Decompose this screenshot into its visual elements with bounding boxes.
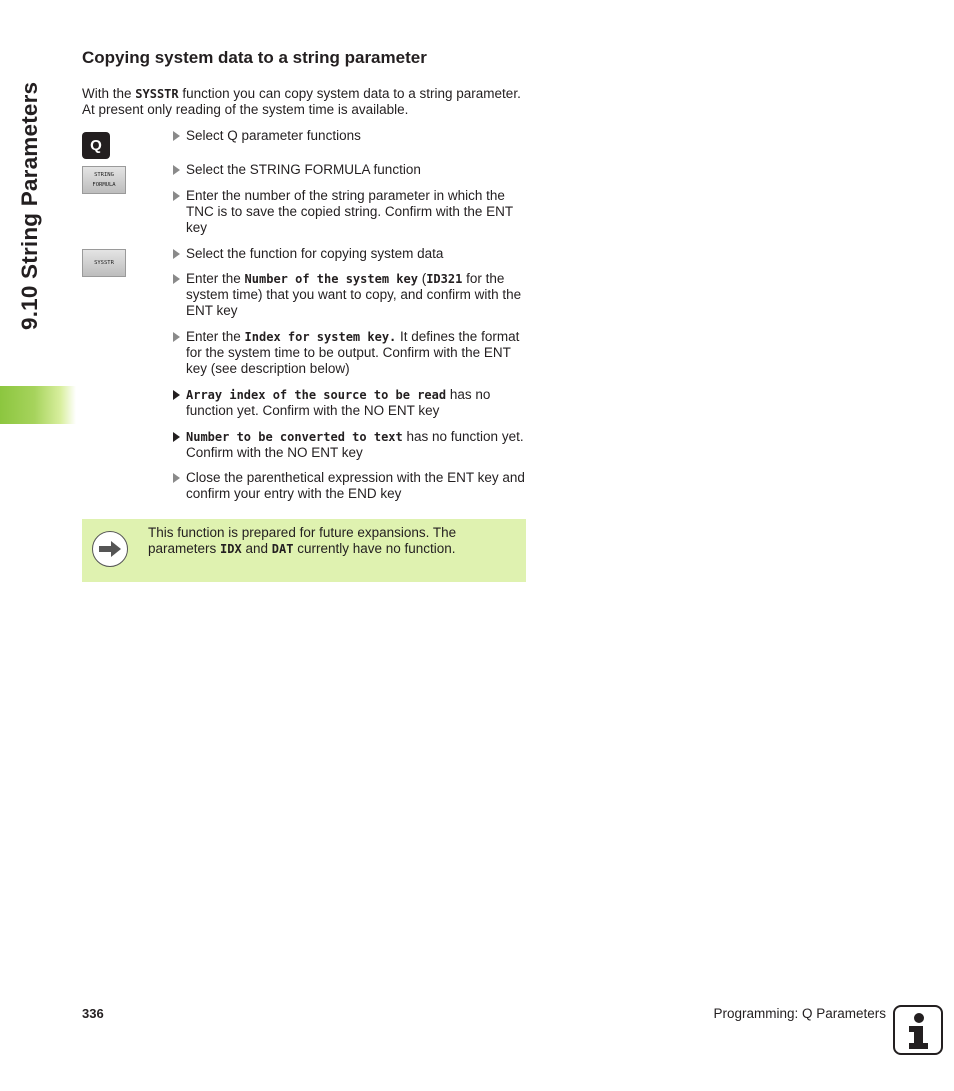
step-item bbox=[172, 429, 528, 461]
step-code: Number of the system key bbox=[244, 272, 418, 286]
step-suffix: has no function yet. Confirm with the NO ENT key bbox=[186, 387, 491, 418]
softkey-label-line2: FORMULA bbox=[92, 182, 116, 188]
step-code: Index for system key. bbox=[244, 330, 397, 344]
step-item bbox=[172, 162, 528, 178]
step-code: ID321 bbox=[426, 272, 463, 286]
arrow-right-icon bbox=[173, 332, 180, 342]
softkey-label: SYSSTR bbox=[94, 260, 114, 266]
arrow-right-icon bbox=[173, 191, 180, 201]
note-suffix: currently have no function. bbox=[293, 541, 456, 556]
step-code: Array index of the source to be read bbox=[186, 388, 447, 402]
step-text: Select the STRING FORMULA function bbox=[186, 162, 421, 177]
step-text: Select the function for copying system data bbox=[186, 246, 444, 261]
step-prefix: Enter the bbox=[186, 329, 245, 344]
step-item bbox=[172, 246, 528, 262]
note-code: IDX bbox=[220, 542, 242, 556]
step-item bbox=[172, 128, 528, 144]
intro-paragraph bbox=[82, 86, 522, 118]
step-suffix: for the system time) that you want to copy, and confirm with the ENT key bbox=[186, 271, 522, 318]
note-prefix: This function is prepared for future expansions. The parameters bbox=[148, 525, 457, 556]
step-text: Close the parenthetical expression with the ENT key and confirm your entry with the END key bbox=[186, 470, 525, 501]
step-suffix: It defines the format for the system time to be output. Confirm with the ENT key (see description below) bbox=[186, 329, 520, 376]
step-mid: ( bbox=[417, 271, 427, 286]
step-text: Select Q parameter functions bbox=[186, 128, 361, 143]
step-text: Enter the number of the string parameter in which the TNC is to save the copied string. Confirm with the ENT key bbox=[186, 188, 513, 235]
note-text bbox=[148, 525, 518, 557]
chapter-side-title: 9.10 String Parameters bbox=[17, 81, 42, 330]
intro-code: SYSSTR bbox=[135, 87, 179, 101]
arrow-right-icon bbox=[173, 249, 180, 259]
string-formula-softkey bbox=[82, 166, 126, 194]
step-code: Number to be converted to text bbox=[186, 430, 403, 444]
step-item bbox=[172, 387, 528, 419]
footer-chapter-text: Programming: Q Parameters bbox=[713, 1006, 886, 1021]
page-number: 336 bbox=[82, 1006, 104, 1021]
step-item bbox=[172, 271, 528, 319]
q-key: Q bbox=[82, 132, 110, 159]
arrow-right-icon bbox=[173, 165, 180, 175]
arrow-right-icon bbox=[173, 473, 180, 483]
softkey-label-line1: STRING bbox=[94, 172, 114, 178]
step-suffix: has no function yet. Confirm with the NO ENT key bbox=[186, 429, 524, 460]
step-item bbox=[172, 188, 528, 236]
info-icon bbox=[893, 1005, 943, 1055]
section-title: Copying system data to a string parameter bbox=[82, 48, 427, 67]
intro-suffix: function you can copy system data to a string parameter. At present only reading of the system time is available. bbox=[82, 86, 521, 117]
sysstr-softkey bbox=[82, 249, 126, 277]
arrow-right-icon bbox=[173, 390, 180, 400]
step-prefix: Enter the bbox=[186, 271, 245, 286]
step-item bbox=[172, 470, 528, 502]
intro-prefix: With the bbox=[82, 86, 136, 101]
arrow-note-icon bbox=[92, 531, 128, 567]
step-item bbox=[172, 329, 528, 377]
arrow-right-icon bbox=[173, 131, 180, 141]
chapter-side-tab bbox=[0, 386, 76, 424]
note-mid: and bbox=[241, 541, 272, 556]
arrow-right-icon bbox=[173, 432, 180, 442]
note-code: DAT bbox=[271, 542, 294, 556]
arrow-right-icon bbox=[173, 274, 180, 284]
note-box bbox=[82, 519, 526, 582]
